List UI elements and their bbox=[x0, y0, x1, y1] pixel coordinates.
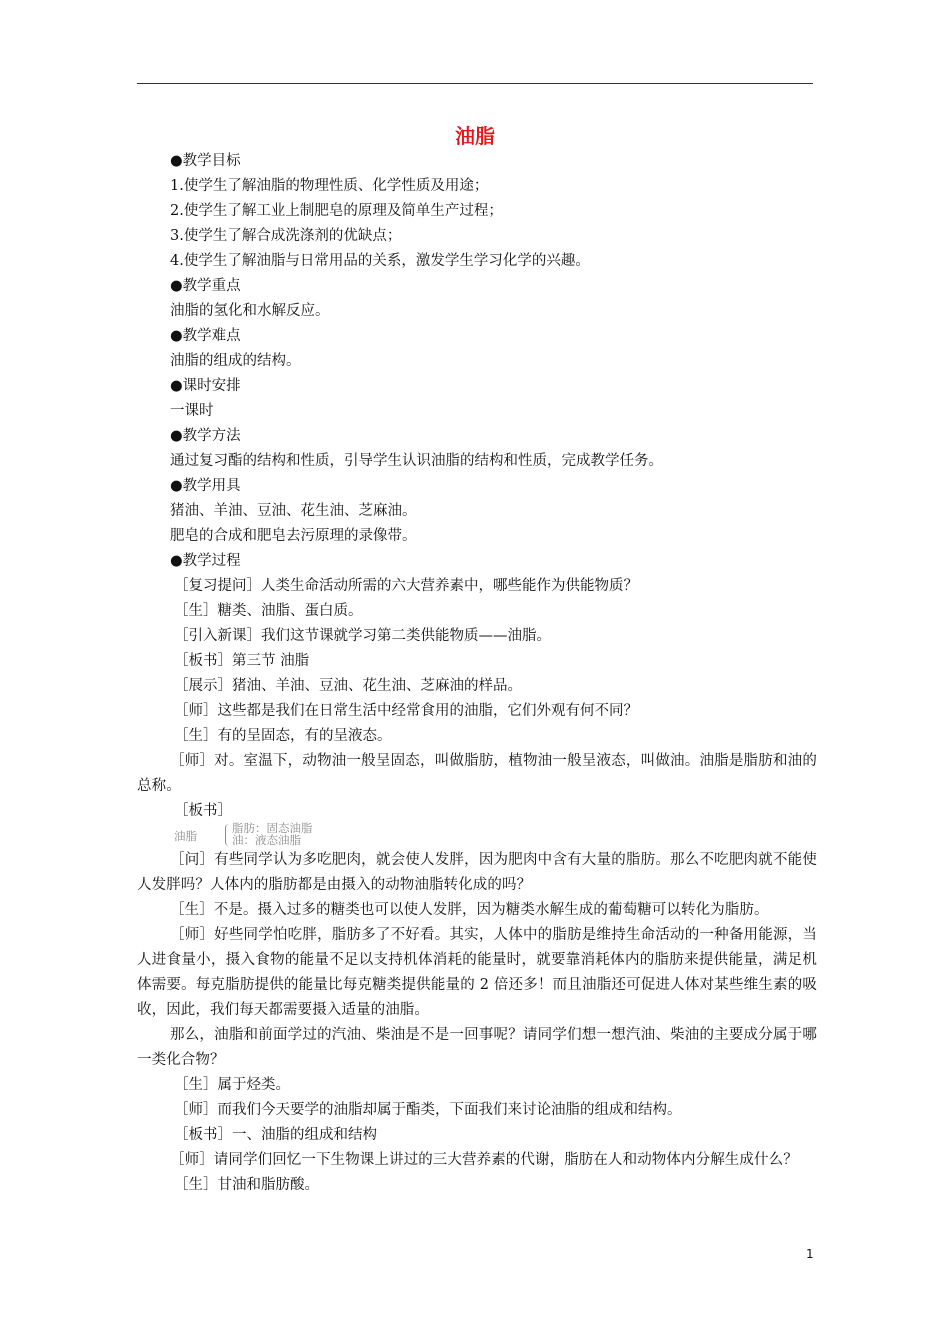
dialogue-line: ［生］属于烃类。 bbox=[174, 1077, 290, 1093]
body-line: 油脂的氢化和水解反应。 bbox=[170, 303, 330, 319]
dialogue-paragraph: ［师］对。室温下，动物油一般呈固态，叫做脂肪，植物油一般呈液态，叫做油。油脂是脂肪和油的总称。 bbox=[137, 753, 817, 794]
dialogue-line: ［生］有的呈固态，有的呈液态。 bbox=[174, 728, 392, 744]
classification-diagram bbox=[137, 821, 817, 848]
dialogue-line: ［引入新课］我们这节课就学习第二类供能物质——油脂。 bbox=[174, 628, 551, 644]
dialogue-line: ［生］甘油和脂肪酸。 bbox=[174, 1177, 319, 1193]
section-heading-objectives: ●教学目标 bbox=[170, 153, 241, 169]
objective-item: 2.使学生了解工业上制肥皂的原理及简单生产过程； bbox=[170, 203, 503, 219]
diagram-branch-oil: 油：液态油脂 bbox=[232, 833, 301, 847]
objective-item: 4.使学生了解油脂与日常用品的关系，激发学生学习化学的兴趣。 bbox=[170, 253, 590, 269]
body-line: 通过复习酯的结构和性质，引导学生认识油脂的结构和性质，完成教学任务。 bbox=[170, 453, 663, 469]
diagram-branch-fat: 脂肪：固态油脂 bbox=[232, 821, 313, 835]
header-rule bbox=[137, 83, 813, 84]
section-heading-key-points: ●教学重点 bbox=[170, 278, 241, 294]
document-title: 油脂 bbox=[455, 124, 495, 148]
diagram-root-label: 油脂 bbox=[174, 829, 197, 843]
dialogue-line: ［板书］一、油脂的组成和结构 bbox=[174, 1127, 377, 1143]
body-line: 肥皂的合成和肥皂去污原理的录像带。 bbox=[170, 528, 417, 544]
body-line: 猪油、羊油、豆油、花生油、芝麻油。 bbox=[170, 503, 417, 519]
page-number: 1 bbox=[806, 1247, 814, 1261]
body-line: 油脂的组成的结构。 bbox=[170, 353, 301, 369]
dialogue-line: ［复习提问］人类生命活动所需的六大营养素中，哪些能作为供能物质？ bbox=[174, 578, 638, 594]
dialogue-line: ［师］这些都是我们在日常生活中经常食用的油脂，它们外观有何不同？ bbox=[174, 703, 638, 719]
dialogue-paragraph: 那么，油脂和前面学过的汽油、柴油是不是一回事呢？请同学们想一想汽油、柴油的主要成分属于哪一类化合物？ bbox=[137, 1027, 817, 1068]
dialogue-paragraph: ［问］有些同学认为多吃肥肉，就会使人发胖，因为肥肉中含有大量的脂肪。那么不吃肥肉就不能使人发胖吗？人体内的脂肪都是由摄入的动物油脂转化成的吗？ bbox=[137, 852, 817, 893]
dialogue-line: ［展示］猪油、羊油、豆油、花生油、芝麻油的样品。 bbox=[174, 678, 522, 694]
dialogue-paragraph: ［生］不是。摄入过多的糖类也可以使人发胖，因为糖类水解生成的葡萄糖可以转化为脂肪。 bbox=[170, 902, 769, 918]
section-heading-process: ●教学过程 bbox=[170, 553, 241, 569]
dialogue-line: ［板书］第三节 油脂 bbox=[174, 653, 310, 669]
objective-item: 1.使学生了解油脂的物理性质、化学性质及用途； bbox=[170, 178, 489, 194]
objective-item: 3.使学生了解合成洗涤剂的优缺点； bbox=[170, 228, 402, 244]
document-body bbox=[137, 149, 817, 1198]
section-heading-difficulties: ●教学难点 bbox=[170, 328, 241, 344]
section-heading-materials: ●教学用具 bbox=[170, 478, 241, 494]
dialogue-line: ［生］糖类、油脂、蛋白质。 bbox=[174, 603, 363, 619]
dialogue-line: ［师］而我们今天要学的油脂却属于酯类，下面我们来讨论油脂的组成和结构。 bbox=[174, 1102, 682, 1118]
section-heading-schedule: ●课时安排 bbox=[170, 378, 241, 394]
body-line: 一课时 bbox=[170, 403, 214, 419]
brace-icon bbox=[225, 824, 231, 846]
dialogue-paragraph: ［师］请同学们回忆一下生物课上讲过的三大营养素的代谢，脂肪在人和动物体内分解生成什么？ bbox=[170, 1152, 798, 1168]
section-heading-methods: ●教学方法 bbox=[170, 428, 241, 444]
board-label: ［板书］ bbox=[174, 803, 232, 819]
dialogue-paragraph: ［师］好些同学怕吃胖，脂肪多了不好看。其实，人体中的脂肪是维持生命活动的一种备用能源，当人进食量小，摄入食物的能量不足以支持机体消耗的能量时，就要靠消耗体内的脂肪来提供能量，满足机体需要。每克脂肪提供的能量比每克糖类提供能量的 2 倍还多！而且油脂还可促进人体对某些维生素的吸收，因此，我们每天都需要摄入适量的油脂。 bbox=[137, 927, 817, 1018]
